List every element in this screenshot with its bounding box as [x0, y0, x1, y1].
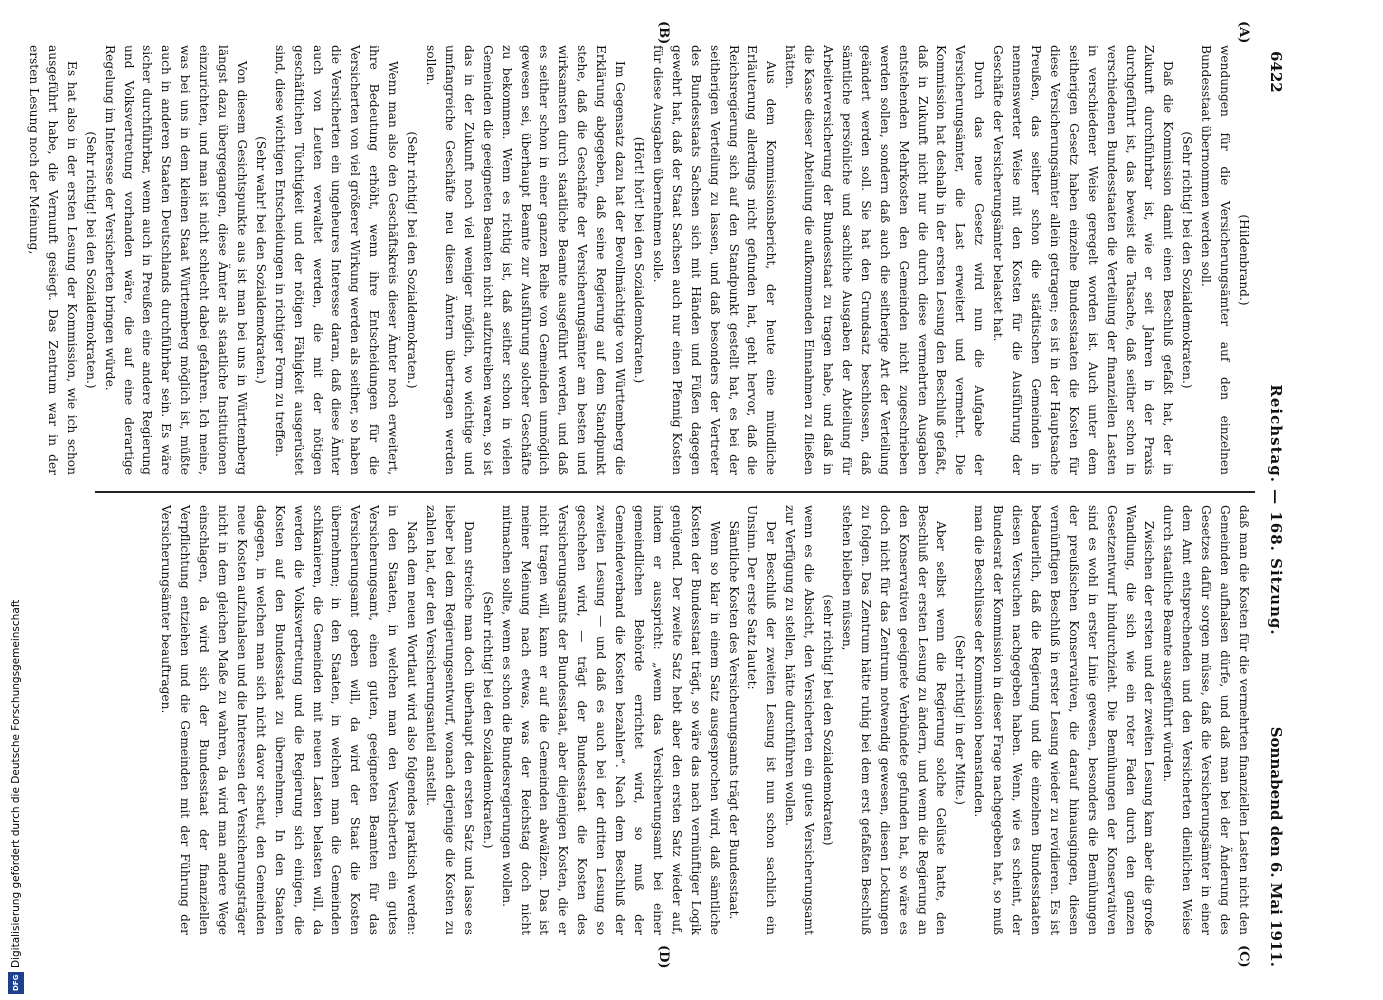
right-paragraph: (Sehr richtig! in der Mitte.) [953, 635, 968, 805]
right-paragraph: wenn es die Absicht, den Versicherten ein gutes Versicherungsamt zur Verfügung zu stellen, hätte durchführen wollen. [783, 505, 817, 935]
left-paragraph: Daß die Kommission damit einen Beschluß gefaßt hat, der in Zukunft durchführbar ist, wie er seit Jahren in der Praxis durchgeführt ist, das beweist die Tatsache, daß seither schon in verschiedenen Bundesstaaten die Verteilung der finanziellen Lasten in verschiedener Weise geregelt worden ist. Auch unter dem seitherigen Gesetz haben einzelne Bundesstaaten die Kosten für diese Versicherungsämter allein getragen; es ist in der Hauptsache Preußen, das seither schon die städtischen Gemeinden in nennenswerter Weise mit den Kosten für die Ausführung der Geschäfte der Versicherungsämter belastet hat. [991, 45, 1176, 475]
right-paragraph: Nach dem neuen Wortlaut wird also folgendes praktisch werden: in den Staaten, in welchen man den Versicherten ein gutes Versicherungsamt, einen guten, geeigneten Beamten für das Versicherungsamt geben will, da wird der Staat die Kosten übernehmen; in den Staaten, in welchen man die Gemeinden schikanieren, die Gemeinden mit neuen Lasten belasten will, da werden die Volksvertretung und die Regierung sich einigen, die Kosten auf den Bundesstaat zu übernehmen. In den Staaten dagegen, in welchen man sich nicht davor scheut, den Gemeinden neue Kosten aufzuhalsen und die Interessen der Versicherungsträger nicht in dem gleichen Maße zu wahren, da wird man andere Wege einschlagen, da wird sich der Bundesstaat der finanziellen Verpflichtung entziehen und die Gemeinden mit der Führung der Versicherungsämter beauftragen. [159, 505, 420, 935]
left-paragraph: Aus dem Kommissionsbericht, der heute eine mündliche Erläuterung allerdings nicht gefunden hat, geht hervor, daß die Reichsregierung sich auf den Standpunkt gestellt hat, es bei der seitherigen Verteilung zu lassen, und daß besonders der Vertreter des Bundesstaats Sachsen sich mit Händen und Füßen dagegen gewehrt hat, daß der Staat Sachsen auch nur einen Pfennig Kosten für diese Ausgaben übernehmen solle. [650, 45, 779, 475]
digitization-note: Digitalisierung gefördert durch die Deutsche Forschungsgemeinschaft [10, 599, 22, 968]
right-paragraph: Zwischen der ersten und der zweiten Lesung kam aber die große Wandlung, die sich wie ein roter Faden durch den ganzen Gesetzentwurf hindurchzieht. Die Bemühungen der Konservativen sind es wohl in erster Linie gewesen, besonders die Bemühungen der preußischen Konservativen, die darauf hinausgingen, diesen vernünftigen Beschluß in erster Lesung wieder zu revidieren. Es ist bedauerlich, daß die Regierung und die einzelnen Bundesstaaten diesen Versuchen nachgegeben haben. Wenn, wie es scheint, der Bundesrat der Kommission in dieser Frage nachgegeben hat, so muß man die Beschlüsse der Kommission beanstanden. [972, 505, 1157, 935]
column-divider [95, 491, 1255, 493]
page-number: 6422 [1267, 51, 1285, 93]
right-paragraph: Wenn so klar in einem Satz ausgesprochen wird, daß sämtliche Kosten der Bundesstaat trägt, so wäre das nach vernünftiger Logik genügend. Der zweite Satz hebt aber den ersten Satz wieder auf, indem er ausspricht: „wenn das Versicherungsamt bei einer gemeindlichen Behörde errichtet wird, so muß der Gemeindeverband die Kosten bezahlen“. Nach dem Beschluß der zweiten Lesung — und daß es auch bei der dritten Lesung so geschehen wird, — trägt der Bundesstaat die Kosten des Versicherungsamts der Bundesstaat, aber diejenigen Kosten, die er nicht tragen will, kann er auf die Gemeinden abwälzen. Das ist meiner Meinung nach etwas, was der Reichstag doch nicht mitmachen sollte, wenn es schon die Bundesregierungen wollen. [499, 505, 722, 935]
left-paragraph: (Sehr richtig! bei den Sozialdemokraten.) [1180, 131, 1195, 389]
session-date: Sonnabend den 6. Mai 1911. [1267, 726, 1285, 967]
margin-marker-a: (A) [1236, 21, 1251, 44]
margin-marker-d: (D) [656, 945, 671, 969]
page-title: Reichstag. — 168. Sitzung. [1267, 384, 1285, 636]
left-paragraph: Wenn man also den Geschäftskreis dieser Ämter noch erweitert, ihre Bedeutung erhöht, wenn ihre Entscheidungen für die Versicherten von viel größerer Wirkung werden als seither, so haben die Versicherten ein ungeheures Interesse daran, daß diese Ämter auch von Leuten verwaltet werden, die mit der nötigen geschäftlichen Tüchtigkeit und der nötigen Fähigkeit ausgerüstet sind, diese wichtigen Entscheidungen in richtiger Form zu treffen. [272, 45, 401, 475]
right-paragraph: (sehr richtig! bei den Sozialdemokraten) [821, 594, 836, 846]
right-paragraph: daß man die Kosten für die vermehrten finanziellen Lasten nicht den Gemeinden aufhalsen dürfe, und daß man bei der Änderung des Gesetzes dafür sorgen müsse, daß die Versicherungsämter in einer dem Amt entsprechenden und den Versicherten dienlichen Weise durch staatliche Beamte ausgeführt würden. [1161, 505, 1251, 935]
left-paragraph: (Hildenbrand.) [1237, 214, 1251, 306]
left-paragraph: Durch das neue Gesetz wird nun die Aufgabe der Versicherungsämter, die Last erweitert und vermehrt. Die Kommission hat deshalb in der ersten Lesung den Beschluß gefaßt, daß in Zukunft nicht nur die durch diese vermehrten Ausgaben entstehenden Mehrkosten den Gemeinden nicht zugeschrieben werden sollen, sondern daß auch die seitherige Art der Verteilung geändert werden soll. Sie hat den Grundsatz beschlossen, daß sämtliche persönliche und sachliche Ausgaben der Abteilung für Arbeiterversicherung der Bundesstaat zu tragen habe, und daß in die Kasse dieser Abteilung die aufkommenden Einnahmen zu fließen hätten. [783, 45, 987, 475]
right-text-column [103, 505, 1253, 935]
left-paragraph: (Hört! hört! bei den Sozialdemokraten.) [632, 136, 646, 384]
left-paragraph: (Sehr wahr! bei den Sozialdemokraten.) [253, 136, 268, 384]
right-paragraph: Dann streiche man doch überhaupt den ersten Satz und lasse es lieber bei dem Regierungsentwurf, wonach derjenige die Kosten zu zahlen hat, der den Versicherungsanteil anstellt. [424, 505, 476, 935]
left-paragraph: Es hat also in der ersten Lesung der Kommission, wie ich schon ausgeführt habe, die Vernunft gesiegt. Das Zentrum war in der ersten Lesung noch der Meinung, [27, 45, 79, 475]
margin-marker-b: (B) [656, 21, 671, 45]
page-header [1261, 45, 1291, 975]
left-text-column [27, 45, 1253, 475]
left-paragraph: (Sehr richtig! bei den Sozialdemokraten.) [405, 131, 420, 389]
digitization-footer [8, 600, 28, 1000]
left-paragraph: Von diesem Gesichtspunkte aus ist man bei uns in Württemberg längst dazu übergegangen, diese Ämter als staatliche Institutionen einzurichten, und man ist nicht schlecht dabei gefahren. Ich meine, was bei uns in dem kleinen Staat Württemberg möglich ist, müßte auch in anderen Staaten Deutschlands durchführbar sein. Es wäre sicher durchführbar, wenn auch in Preußen eine andere Regierung und Volksvertretung vorhanden wäre, die auf eine derartige Regelung im Interesse der Versicherten bringen würde. [102, 45, 249, 475]
right-paragraph: Aber selbst wenn die Regierung solche Gelüste hatte, den Beschluß der ersten Lesung zu ändern, und wenn die Regierung an den Konservativen geeignete Verbündete gefunden hat, so wäre es doch nicht für das Zentrum notwendig gewesen, diesen Lockungen zu folgen. Das Zentrum hätte ruhig bei dem erst gefaßten Beschluß stehen bleiben müssen, [839, 505, 949, 935]
right-paragraph: (Sehr richtig! bei den Sozialdemokraten.) [480, 591, 495, 849]
left-paragraph: (Sehr richtig! bei den Sozialdemokraten.) [83, 131, 98, 389]
left-paragraph: Im Gegensatz dazu hat der Bevollmächtigte von Württemberg die Erklärung abgegeben, daß seine Regierung auf dem Standpunkt stehe, daß die Geschäfte der Versicherungsämter am besten und wirksamsten durch staatliche Beamte ausgeführt werden, und daß es seither schon in einer ganzen Reihe von Gemeinden unmöglich gewesen sei, überhaupt Beamte zur Ausführung solcher Geschäfte zu bekommen. Wenn es richtig ist, daß seither schon in vielen Gemeinden die geeigneten Beamten nicht aufzutreiben waren, so ist das in der Zukunft noch viel weniger möglich, wo wichtige und umfangreiche Geschäfte neu diesen Ämtern übertragen werden sollen. [424, 45, 628, 475]
dfg-logo: DFG [8, 972, 24, 994]
rotated-document-page [27, 21, 1291, 975]
right-paragraph: Der Beschluß der zweiten Lesung ist nun schon sachlich ein Unsinn. Der erste Satz lautet: [745, 505, 779, 935]
right-paragraph: Sämtliche Kosten des Versicherungsamts trägt der Bundesstaat. [726, 520, 741, 920]
margin-marker-c: (C) [1236, 945, 1251, 968]
left-paragraph: wendungen für die Versicherungsämter auf den einzelnen Bundesstaat übernommen werden soll. [1199, 45, 1233, 475]
